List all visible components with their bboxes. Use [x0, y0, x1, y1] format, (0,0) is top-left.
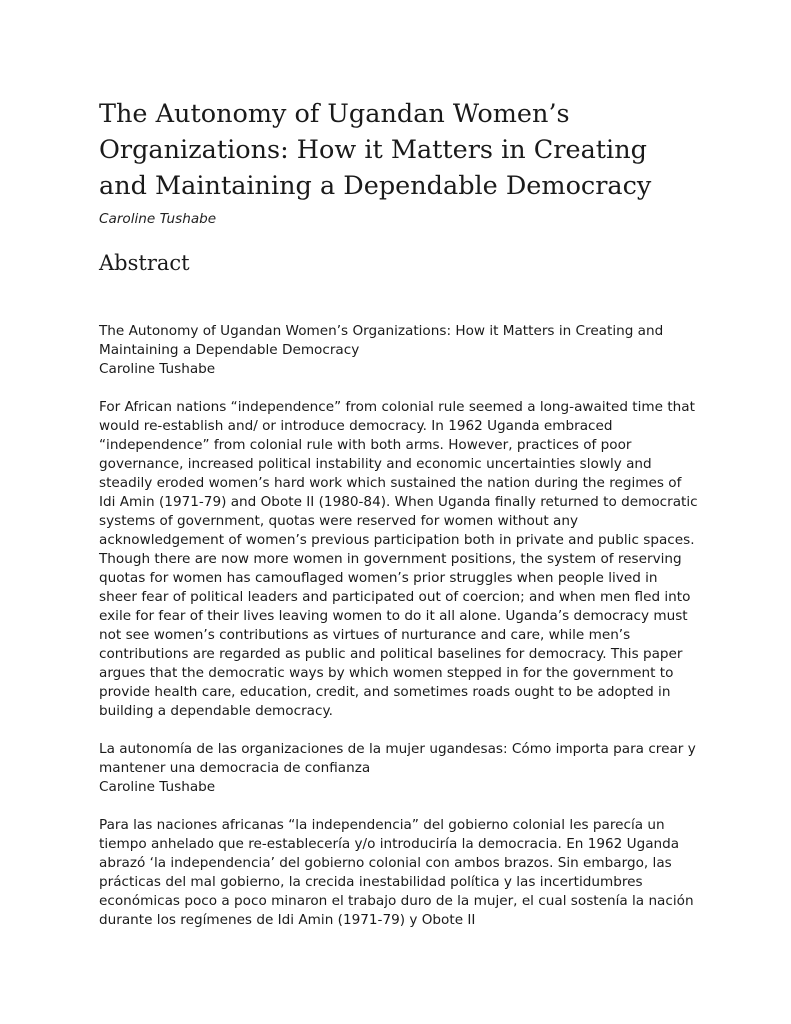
english-header-block [99, 322, 699, 379]
english-title: The Autonomy of Ugandan Women’s Organizations: How it Matters in Creating and Maintaining a Dependable Democracy [99, 323, 664, 358]
spanish-abstract-block [99, 816, 699, 930]
abstract-body [99, 322, 699, 930]
paper-page [99, 96, 699, 949]
paper-author: Caroline Tushabe [99, 211, 217, 227]
english-abstract: For African nations “independence” from colonial rule seemed a long-awaited time that would re-establish and/ or introduce democracy. In 1962 Uganda embraced “independence” from colonial rule with both arms. However, practices of poor governance, increased political instability and economic uncertainties slowly and steadily eroded women’s hard work which sustained the nation during the regimes of Idi Amin (1971-79) and Obote II (1980-84). When Uganda finally returned to democratic systems of government, quotas were reserved for women without any acknowledgement of women’s previous participation both in private and public spaces. Though there are now more women in government positions, the system of reserving quotas for women has camouflaged women’s prior struggles when people lived in sheer fear of political leaders and participated out of coercion; and when men fled into exile for fear of their lives leaving women to do it all alone. Uganda’s democracy must not see women’s contributions as virtues of nurturance and care, while men’s contributions are regarded as public and political baselines for democracy. This paper argues that the democratic ways by which women stepped in for the government to provide health care, education, credit, and sometimes roads ought to be adopted in building a dependable democracy. [99, 399, 698, 719]
spanish-title: La autonomía de las organizaciones de la mujer ugandesas: Cómo importa para crear y mantener una democracia de confianza [99, 741, 696, 776]
spanish-abstract: Para las naciones africanas “la independencia” del gobierno colonial les parecía un tiempo anhelado que re-establecería y/o introduciría la democracia. En 1962 Uganda abrazó ‘la independencia’ del gobierno colonial con ambos brazos. Sin embargo, las prácticas del mal gobierno, la crecida inestabilidad política y las incertidumbres económicas poco a poco minaron el trabajo duro de la mujer, el cual sostenía la nación durante los regímenes de Idi Amin (1971-79) y Obote II [99, 817, 694, 928]
spanish-header-block [99, 740, 699, 797]
english-abstract-block [99, 398, 699, 721]
abstract-heading: Abstract [99, 251, 190, 275]
english-author: Caroline Tushabe [99, 361, 216, 377]
spanish-author: Caroline Tushabe [99, 779, 216, 795]
paper-title: The Autonomy of Ugandan Women’s Organizations: How it Matters in Creating and Maintaining a Dependable Democracy [99, 99, 652, 201]
